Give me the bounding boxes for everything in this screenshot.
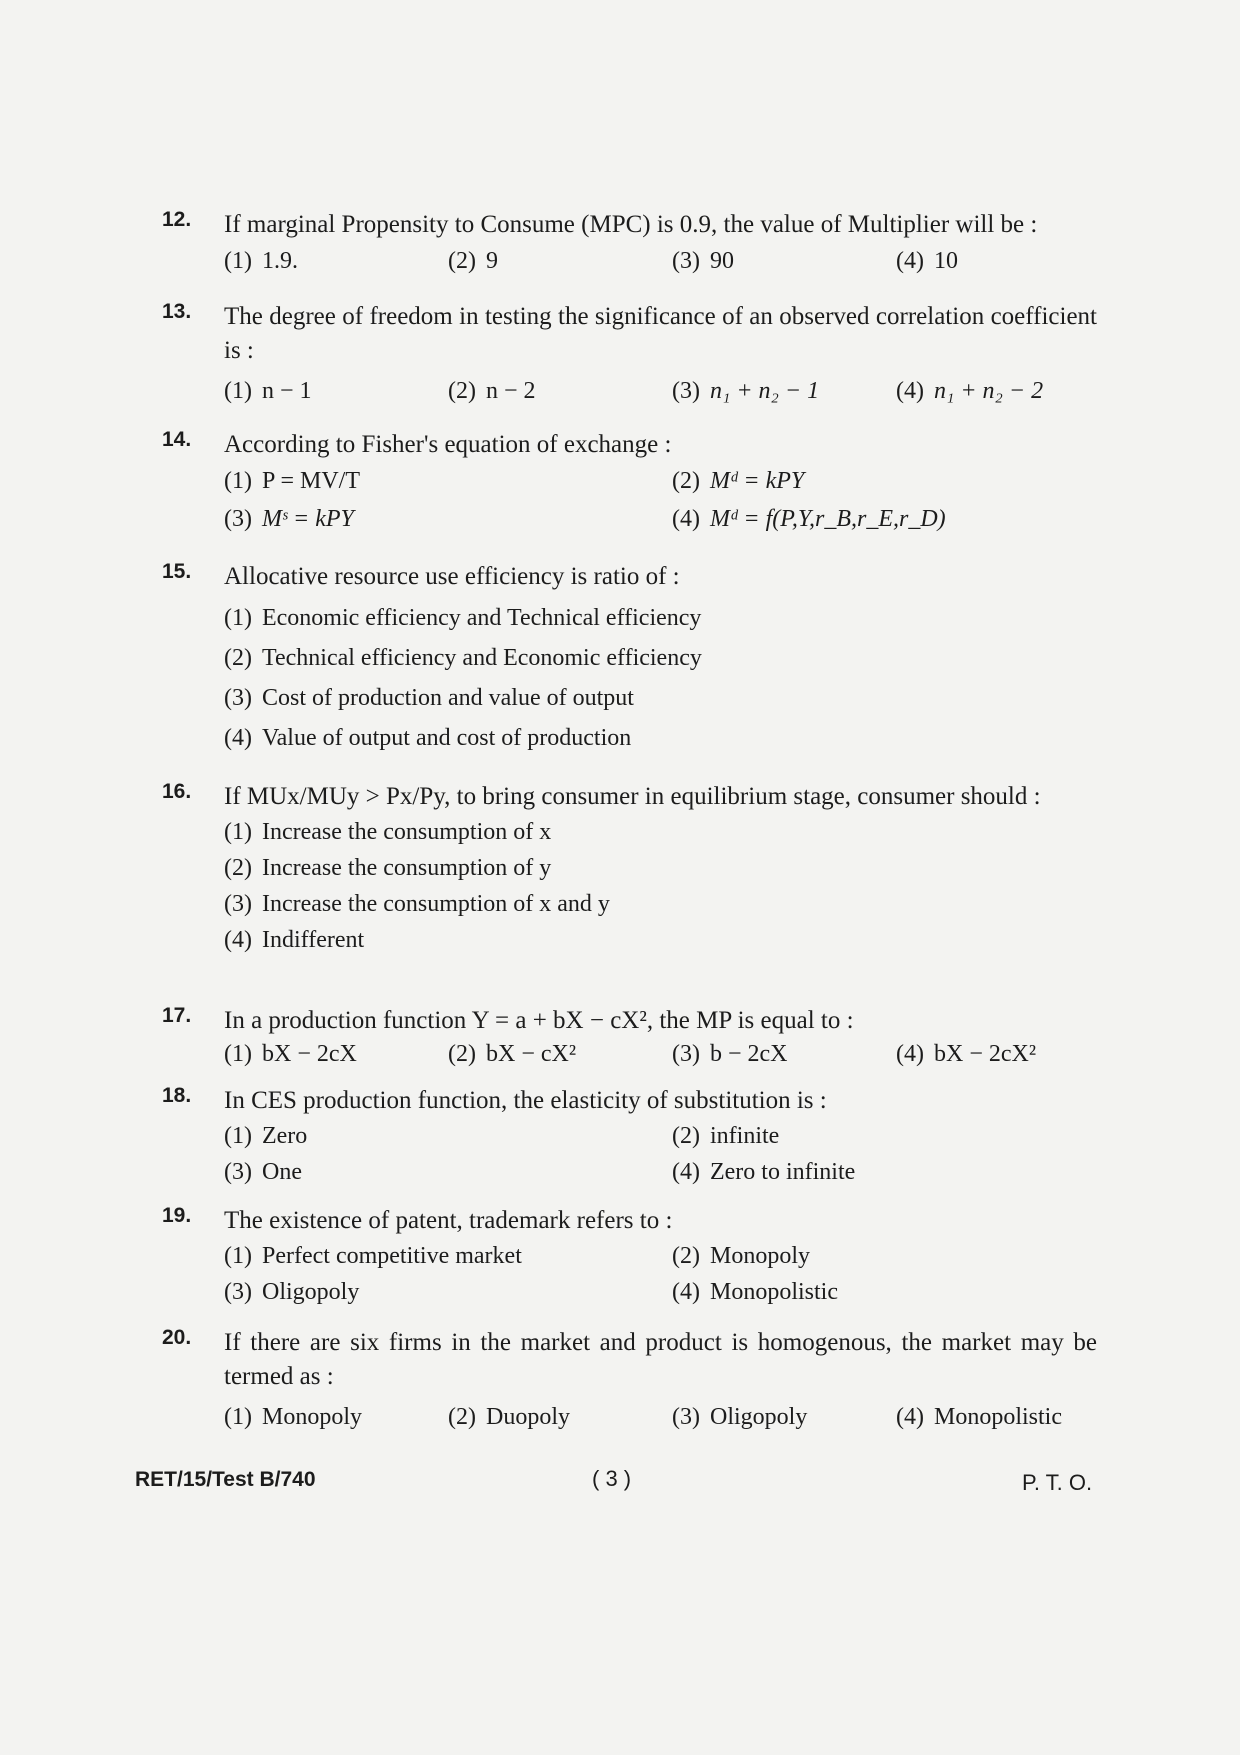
options bbox=[224, 242, 1097, 280]
option-1: (1) P = MV/T bbox=[224, 468, 360, 494]
question-13 bbox=[162, 300, 1097, 410]
options bbox=[224, 1118, 1097, 1190]
option-1: (1) bX − 2cX bbox=[224, 1041, 357, 1067]
question-18 bbox=[162, 1084, 1097, 1190]
question-number: 15. bbox=[162, 560, 192, 583]
option-1: (1) Increase the consumption of x bbox=[224, 819, 552, 845]
question-text: According to Fisher's equation of exchange : bbox=[224, 431, 672, 458]
question-14 bbox=[162, 428, 1097, 538]
question-text: In CES production function, the elasticity of substitution is : bbox=[224, 1087, 827, 1114]
option-2: (2) Monopoly bbox=[672, 1243, 810, 1269]
question-19 bbox=[162, 1204, 1097, 1310]
question-number: 12. bbox=[162, 208, 192, 231]
option-1: (1) n − 1 bbox=[224, 378, 312, 404]
option-4: (4) Indifferent bbox=[224, 927, 365, 953]
options bbox=[224, 372, 1097, 410]
question-number: 17. bbox=[162, 1004, 192, 1027]
question-text: Allocative resource use efficiency is ratio of : bbox=[224, 563, 680, 590]
question-17 bbox=[162, 1004, 1097, 1070]
question-12 bbox=[162, 208, 1097, 280]
question-number: 20. bbox=[162, 1326, 192, 1349]
question-number: 19. bbox=[162, 1204, 192, 1227]
option-1: (1) Perfect competitive market bbox=[224, 1243, 522, 1269]
option-1: (1) Monopoly bbox=[224, 1404, 362, 1430]
option-4: (4) Mᵈ = f(P,Y,r_B,r_E,r_D) bbox=[672, 506, 946, 532]
question-number: 13. bbox=[162, 300, 192, 323]
question-text: The degree of freedom in testing the significance of an observed correlation coefficient is : bbox=[224, 303, 1097, 364]
option-1: (1) Zero bbox=[224, 1123, 308, 1149]
question-20 bbox=[162, 1326, 1097, 1436]
test-code: RET/15/Test B/740 bbox=[135, 1468, 316, 1491]
option-4: (4) Value of output and cost of production bbox=[224, 725, 632, 751]
option-3: (3) Increase the consumption of x and y bbox=[224, 891, 610, 917]
question-text: If marginal Propensity to Consume (MPC) is 0.9, the value of Multiplier will be : bbox=[224, 211, 1038, 238]
option-3: (3) Cost of production and value of output bbox=[224, 685, 634, 711]
option-3: (3) 90 bbox=[672, 248, 734, 274]
question-text: If MUx/MUy > Px/Py, to bring consumer in equilibrium stage, consumer should : bbox=[224, 783, 1041, 810]
question-text: If there are six firms in the market and product is homogenous, the market may be termed as : bbox=[224, 1329, 1097, 1390]
options bbox=[224, 1398, 1097, 1436]
options bbox=[224, 814, 1097, 958]
option-3: (3) Oligopoly bbox=[672, 1404, 808, 1430]
page-number: ( 3 ) bbox=[592, 1466, 632, 1491]
option-3: (3) n₁ + n₂ − 1 bbox=[672, 378, 820, 404]
option-2: (2) Duopoly bbox=[448, 1404, 570, 1430]
question-number: 18. bbox=[162, 1084, 192, 1107]
option-4: (4) bX − 2cX² bbox=[896, 1041, 1037, 1067]
please-turn-over: P. T. O. bbox=[1022, 1470, 1093, 1495]
question-number: 14. bbox=[162, 428, 192, 451]
option-4: (4) Monopolistic bbox=[896, 1404, 1062, 1430]
options bbox=[224, 462, 1097, 538]
option-2: (2) infinite bbox=[672, 1123, 780, 1149]
option-3: (3) b − 2cX bbox=[672, 1041, 788, 1067]
option-1: (1) Economic efficiency and Technical efficiency bbox=[224, 605, 702, 631]
options bbox=[224, 598, 1097, 758]
question-text: The existence of patent, trademark refers to : bbox=[224, 1207, 673, 1234]
option-3: (3) Oligopoly bbox=[224, 1279, 360, 1305]
option-2: (2) 9 bbox=[448, 248, 498, 274]
question-16 bbox=[162, 780, 1097, 958]
option-4: (4) n₁ + n₂ − 2 bbox=[896, 378, 1044, 404]
option-4: (4) Monopolistic bbox=[672, 1279, 838, 1305]
question-number: 16. bbox=[162, 780, 192, 803]
option-2: (2) Increase the consumption of y bbox=[224, 855, 552, 881]
option-1: (1) 1.9. bbox=[224, 248, 298, 274]
option-4: (4) 10 bbox=[896, 248, 958, 274]
option-3: (3) Mˢ = kPY bbox=[224, 506, 354, 532]
option-2: (2) n − 2 bbox=[448, 378, 536, 404]
option-2: (2) Mᵈ = kPY bbox=[672, 468, 805, 494]
question-text: In a production function Y = a + bX − cX², the MP is equal to : bbox=[224, 1007, 854, 1034]
option-3: (3) One bbox=[224, 1159, 302, 1185]
options bbox=[224, 1238, 1097, 1310]
question-15 bbox=[162, 560, 1097, 758]
option-2: (2) bX − cX² bbox=[448, 1041, 577, 1067]
options bbox=[224, 1038, 1097, 1070]
option-2: (2) Technical efficiency and Economic efficiency bbox=[224, 645, 702, 671]
option-4: (4) Zero to infinite bbox=[672, 1159, 856, 1185]
